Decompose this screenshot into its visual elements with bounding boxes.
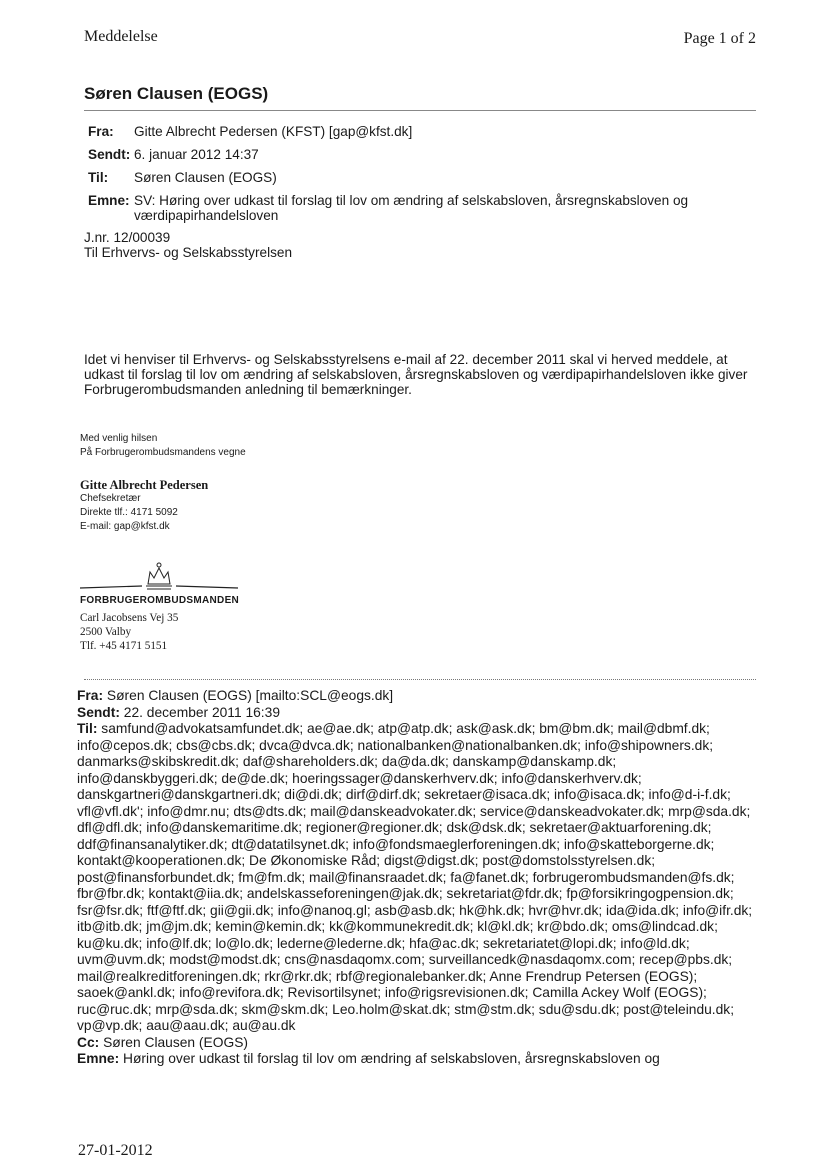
- signature-email: E-mail: gap@kfst.dk: [80, 521, 170, 532]
- document-header-title: Meddelelse: [84, 28, 158, 45]
- field-value-til: Søren Clausen (EOGS): [134, 170, 277, 185]
- forwarded-label-cc: Cc:: [77, 1034, 100, 1050]
- field-emne: [88, 193, 758, 223]
- forwarded-value-fra: Søren Clausen (EOGS) [mailto:SCL@eogs.dk]: [106, 688, 394, 703]
- recipient-line: Til Erhvervs- og Selskabsstyrelsen: [84, 245, 293, 260]
- signature-name: Gitte Albrecht Pedersen: [80, 478, 209, 492]
- forwarded-value-emne: Høring over udkast til forslag til lov om ændring af selskabsloven, årsregnskabsloven og: [123, 1051, 660, 1066]
- journal-number: J.nr. 12/00039: [84, 230, 171, 245]
- header-divider: [84, 110, 756, 111]
- forwarded-fra: [77, 688, 757, 705]
- forwarded-value-til: samfund@advokatsamfundet.dk; ae@ae.dk; atp@atp.dk; ask@ask.dk; bm@bm.dk; mail@dbmf.dk; info@cepos.dk; cbs@cbs.dk; dvca@dvca.dk; nationalbanken@nationalbanken.dk; info@shipowners.dk; danmarks@skibskredit.dk; daf@shareholders.dk; da@da.dk; danskamp@danskamp.dk; info@danskbyggeri.dk; de@de.dk; hoeringssager@danskerhverv.dk; info@danskerhverv.dk; danskgartneri@danskgartneri.dk; di@di.dk; dirf@dirf.dk; sekretaer@isaca.dk; info@isaca.dk; info@d-i-f.dk; vfl@vfl.dk'; info@dmr.nu; dts@dts.dk; mail@danskeadvokater.dk; service@danskeadvokater.dk; mrp@sda.dk; dfl@dfl.dk; info@danskemaritime.dk; regioner@regioner.dk; dsk@dsk.dk; sekretaer@aktuarforening.dk; ddf@finansanalytiker.dk; dt@datatilsynet.dk; info@fondsmaeglerforeningen.dk; info@skatteborgerne.dk; kontakt@kooperationen.dk; De Økonomiske Råd; digst@digst.dk; post@domstolsstyrelsen.dk; post@finansforbundet.dk; fm@fm.dk; mail@finansraadet.dk; fa@fanet.dk; forbrugerombudsmanden@fs.dk; fbr@fbr.dk; kontakt@iia.dk; andelskasseforeningen@jak.dk; sekretariat@fdr.dk; fp@forsikringogpension.dk; fsr@fsr.dk; ftf@ftf.dk; gii@gii.dk; info@nanoq.gl; asb@asb.dk; hk@hk.dk; hvr@hvr.dk; ida@ida.dk; info@ifr.dk; itb@itb.dk; jm@jm.dk; kemin@kemin.dk; kk@kommunekredit.dk; kl@kl.dk; kr@bdo.dk; oms@lindcad.dk; ku@ku.dk; info@lf.dk; lo@lo.dk; lederne@lederne.dk; hfa@ac.dk; sekretariatet@lopi.dk; info@ld.dk; uvm@uvm.dk; modst@modst.dk; cns@nasdaqomx.com; surveillancedk@nasdaqomx.com; recep@pbs.dk; mail@realkreditforeningen.dk; rkr@rkr.dk; rbf@regionalebanker.dk; Anne Frendrup Petersen (EOGS); saoek@ankl.dk; info@revifora.dk; Revisortilsynet; info@rigsrevisionen.dk; Camilla Ackey Wolf (EOGS); ruc@ruc.dk; mrp@sda.dk; skm@skm.dk; Leo.holm@skat.dk; stm@stm.dk; sdu@sdu.dk; post@teleindu.dk; vp@vp.dk; aau@aau.dk; au@au.dk: [77, 721, 753, 1033]
- forwarded-label-emne: Emne:: [77, 1051, 120, 1066]
- forwarded-label-fra: Fra:: [77, 688, 104, 703]
- field-value-fra: Gitte Albrecht Pedersen (KFST) [gap@kfst.dk]: [134, 124, 413, 139]
- address-street: Carl Jacobsens Vej 35: [80, 612, 179, 624]
- forwarded-message: [77, 688, 757, 1068]
- reference-block: [84, 230, 292, 260]
- field-til: [88, 170, 758, 185]
- logo-text: FORBRUGEROMBUDSMANDEN: [80, 595, 240, 606]
- field-label-sendt: Sendt:: [88, 147, 131, 162]
- field-label-emne: Emne:: [88, 193, 130, 208]
- forwarded-til: [77, 721, 757, 1035]
- signature-title: Chefsekretær: [80, 493, 141, 504]
- address-phone: Tlf. +45 4171 5151: [80, 640, 168, 652]
- footer-date: 27-01-2012: [78, 1142, 153, 1159]
- forwarded-emne: [77, 1051, 757, 1068]
- greeting: Med venlig hilsen: [80, 433, 158, 444]
- field-label-fra: Fra:: [88, 124, 114, 139]
- forwarded-label-til: Til:: [77, 721, 98, 736]
- signature-greeting: [80, 432, 246, 460]
- forward-divider: [84, 679, 756, 680]
- field-fra: [88, 124, 758, 139]
- address-block: [80, 611, 178, 653]
- signature-block: [80, 478, 208, 534]
- forwarded-cc: [77, 1035, 757, 1052]
- crown-icon: [80, 560, 250, 594]
- organization-logo: [80, 560, 250, 610]
- sender-title: Søren Clausen (EOGS): [84, 84, 269, 103]
- on-behalf: På Forbrugerombudsmandens vegne: [80, 447, 246, 458]
- forwarded-label-sendt: Sendt:: [77, 704, 120, 720]
- forwarded-sendt: [77, 705, 757, 722]
- address-city: 2500 Valby: [80, 626, 132, 638]
- signature-phone: Direkte tlf.: 4171 5092: [80, 507, 178, 518]
- forwarded-value-cc: Søren Clausen (EOGS): [103, 1034, 248, 1050]
- page-number: Page 1 of 2: [683, 30, 756, 47]
- field-value-sendt: 6. januar 2012 14:37: [134, 147, 259, 162]
- forwarded-value-sendt: 22. december 2011 16:39: [123, 704, 280, 720]
- field-value-emne: SV: Høring over udkast til forslag til lov om ændring af selskabsloven, årsregnskabsloven og værdipapirhandelsloven: [134, 193, 689, 223]
- field-label-til: Til:: [88, 170, 109, 185]
- message-body: Idet vi henviser til Erhvervs- og Selskabsstyrelsens e-mail af 22. december 2011 skal vi herved meddele, at udkast til forslag til lov om ændring af selskabsloven, årsregnskabsloven og værdipapirhandelsloven ikke giver Forbrugerombudsmanden anledning til bemærkninger.: [84, 352, 748, 397]
- message-fields: [88, 124, 758, 224]
- field-sendt: [88, 147, 758, 162]
